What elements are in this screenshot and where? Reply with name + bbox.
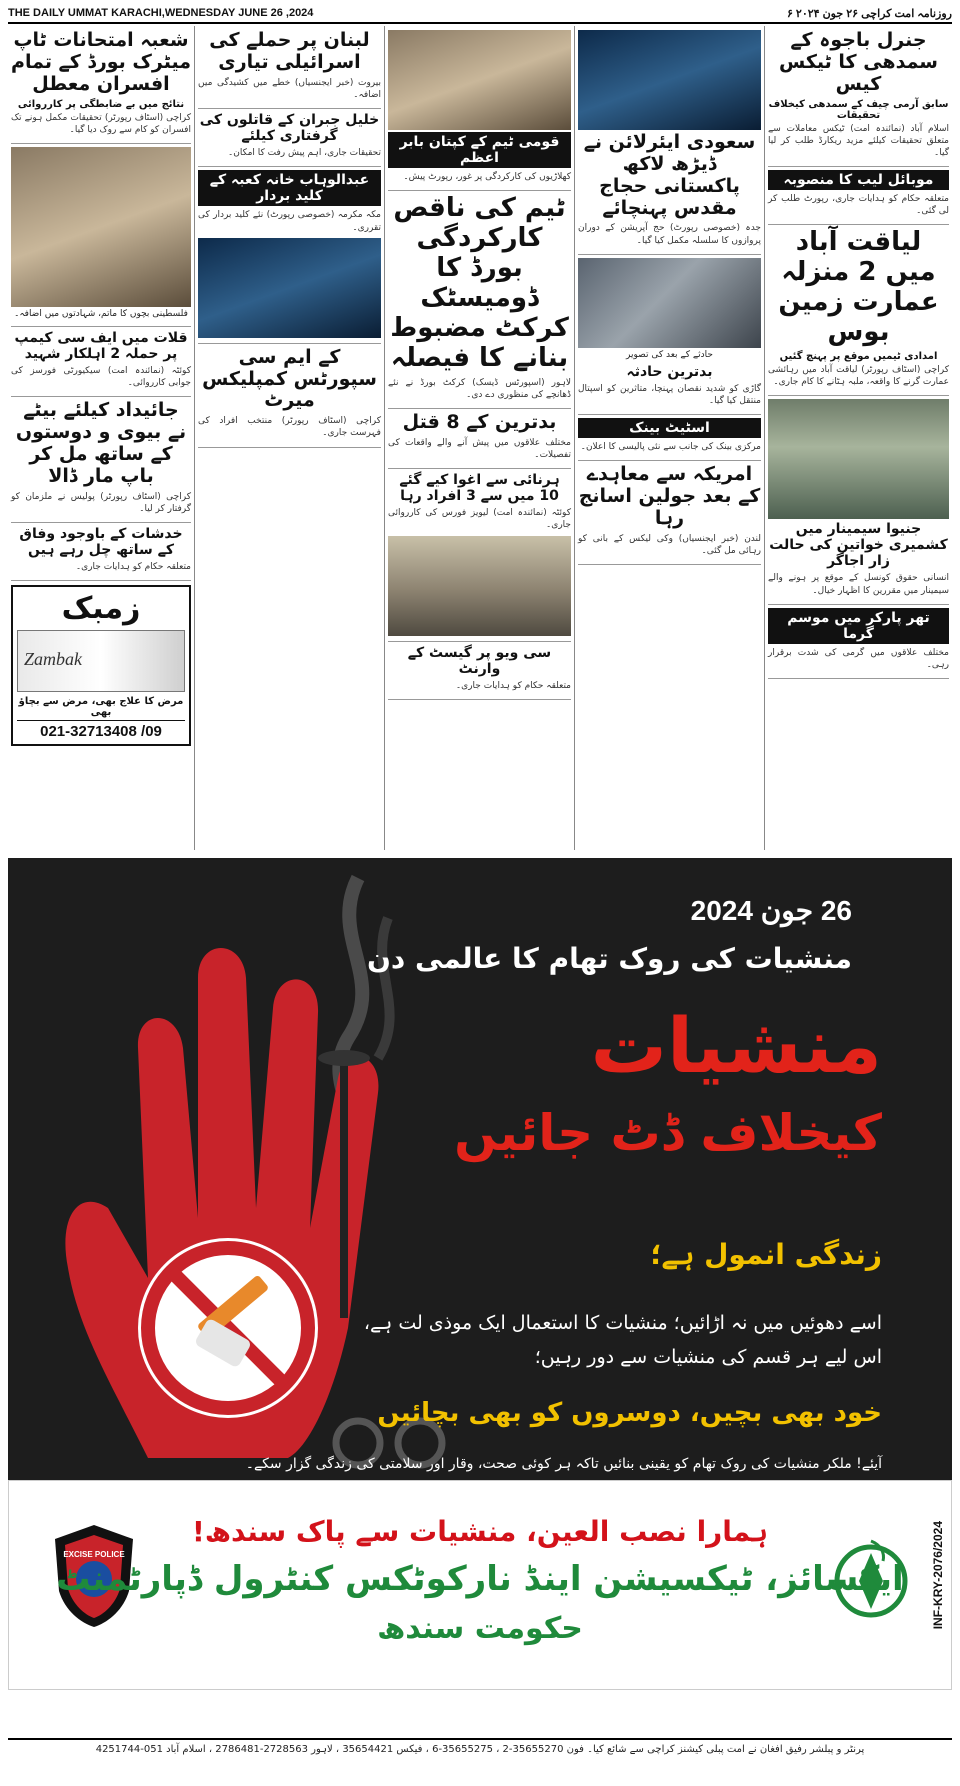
story-text: کراچی (اسٹاف رپورٹر) پولیس نے ملزمان کو گرفتار کر لیا۔ [11, 491, 191, 514]
zambak-phone: 021-32713408 /09 [17, 720, 185, 740]
story-text: مرکزی بینک کی جانب سے نئی پالیسی کا اعلان۔ [580, 442, 761, 453]
headline: خلیل جبران کے قاتلوں کی گرفتاری کیلئے [199, 111, 380, 145]
story-mobile-lab[interactable] [768, 170, 949, 225]
story-text: متعلقہ حکام کو ہدایات جاری۔ [455, 680, 571, 691]
accident-photo [578, 258, 761, 348]
story-text: کراچی (اسٹاف رپورٹر) تحقیقات مکمل ہونے تک افسران کو کام سے روک دیا گیا۔ [11, 112, 191, 135]
headline: لبنان پر حملے کی اسرائیلی تیاری [209, 29, 370, 73]
hookah-icon [340, 1058, 348, 1318]
story-text: مختلف علاقوں میں گرمی کی شدت برقرار رہی۔ [768, 647, 949, 671]
footer-department: ایکسائز، ٹیکسیشن اینڈ نارکوٹکس کنٹرول ڈپارٹمنٹ [56, 1559, 904, 1599]
story-text: گاڑی کو شدید نقصان پہنچا، متاثرین کو اسپتال منتقل کیا گیا۔ [578, 383, 761, 406]
ad-main-subtitle: کیخلاف ڈٹ جائیں [454, 1104, 882, 1162]
ad-call-to-action: آیئے! ملکر منشیات کی روک تھام کو یقینی بنائیں تاکہ ہر کوئی صحت، وقار اور سلامتی کی زندگی گزار سکے۔ [245, 1456, 882, 1472]
leaders-photo [388, 30, 571, 130]
headline: جنیوا سیمینار میں کشمیری خواتین کی حالت زار اجاگر [769, 521, 948, 570]
story-text: کھلاڑیوں کی کارکردگی پر غور، رپورٹ پیش۔ [403, 172, 571, 183]
subheadline: سابق آرمی چیف کے سمدھی کیخلاف تحقیقات [768, 98, 949, 121]
story-federation[interactable] [11, 526, 191, 581]
story-assange[interactable] [578, 464, 761, 565]
story-cricket-board[interactable] [388, 194, 571, 409]
news-column-4 [194, 26, 384, 850]
government-footer [8, 1480, 952, 1690]
story-text: مکہ مکرمہ (خصوصی رپورٹ) نئے کلید بردار کی تقرری۔ [198, 210, 381, 233]
headline: موبائل لیب کا منصوبہ [768, 170, 949, 190]
story-property-murder[interactable] [11, 400, 191, 523]
headline: ہرنائی سے اغوا کیے گئے 10 میں سے 3 افراد رہا [399, 472, 560, 505]
geneva-seminar-photo [768, 399, 949, 519]
zambak-brand: زمبک [61, 591, 141, 627]
story-text: لاہور (اسپورٹس ڈیسک) کرکٹ بورڈ نے نئے ڈھانچے کی منظوری دے دی۔ [388, 377, 571, 400]
headline: اسٹیٹ بینک [578, 418, 761, 438]
story-babar[interactable] [388, 132, 571, 191]
ad-date: 26 جون 2024 [690, 895, 852, 926]
story-text: مختلف علاقوں میں پیش آنے والے واقعات کی تفصیلات۔ [388, 437, 571, 460]
ad-main-title: منشیات [590, 1001, 882, 1090]
headline: قلات میں ایف سی کیمپ پر حملہ 2 اہلکار شہید [14, 329, 188, 362]
headline: امریکہ سے معاہدے کے بعد جولین اسانج رہا [578, 463, 761, 529]
rally-photo [578, 30, 761, 130]
story-text: لندن (خبر ایجنسیاں) وکی لیکس کے بانی کو رہائی مل گئی۔ [578, 533, 761, 556]
story-saudi-airline[interactable] [578, 132, 761, 255]
photo-caption: فلسطینی بچوں کا ماتم، شہادتوں میں اضافہ۔ [14, 308, 188, 319]
masthead [8, 4, 952, 24]
masthead-urdu: ۶ روزنامہ امت کراچی ۲۶ جون ۲۰۲۴ [786, 7, 952, 20]
publisher-imprint: پرنٹر و پبلشر رفیق افغان نے امت پبلی کیشنز کراچی سے شائع کیا۔ فون 35655270-2 ، 35655275-6 ، فیکس 35654421 ، لاہور 2728563-2786481 ، اسلام آباد 051-4251744 [8, 1738, 952, 1778]
story-text: اسلام آباد (نمائندہ امت) ٹیکس معاملات سے متعلق تحقیقات کیلئے مزید ریکارڈ طلب کر لیا گیا۔ [768, 123, 949, 158]
news-column-5 [8, 26, 194, 850]
ad-message-line-1: اسے دھوئیں میں نہ اڑائیں؛ منشیات کا استعمال ایک موذی لت ہے، [363, 1312, 882, 1334]
cricketers-photo [198, 238, 381, 338]
headline: جائیداد کیلئے بیٹے نے بیوی و دوستوں کے ساتھ مل کر باپ مار ڈالا [15, 399, 187, 487]
headline: سعودی ایئرلائن نے ڈیڑھ لاکھ پاکستانی حجاج مقدس پہنچائے [583, 131, 756, 219]
story-text: کراچی (اسٹاف رپورٹر) لیاقت آباد میں رہائشی عمارت گرنے کا واقعہ، ملبہ ہٹانے کا کام جاری۔ [768, 364, 949, 388]
news-section [8, 26, 952, 850]
headline: عبدالوہاب خانہ کعبہ کے کلید بردار [198, 170, 381, 206]
news-column-1 [764, 26, 952, 850]
ad-life-slogan: زندگی انمول ہے؛ [650, 1238, 882, 1271]
story-text: کراچی (اسٹاف رپورٹر) منتخب افراد کی فہرست جاری۔ [198, 416, 381, 439]
photo-caption: حادثے کے بعد کی تصویر [626, 349, 713, 360]
ad-save-slogan: خود بھی بچیں، دوسروں کو بھی بچائیں [377, 1398, 882, 1428]
subheadline: نتائج میں بے ضابطگی پر کارروائی [17, 98, 185, 110]
story-accident[interactable] [578, 258, 761, 415]
headline: بدترین حادثہ [626, 363, 713, 380]
story-text: متعلقہ حکام کو ہدایات جاری، رپورٹ طلب کر لی گئی۔ [768, 194, 949, 217]
story-bajwa[interactable] [768, 30, 949, 167]
headline: تھر پارکر میں موسم گرما [768, 608, 949, 644]
masthead-english: THE DAILY UMMAT KARACHI,WEDNESDAY JUNE 26 ,2024 [8, 7, 314, 19]
story-tharparkar[interactable] [768, 608, 949, 679]
story-kmc-sports[interactable] [198, 347, 381, 448]
story-text: انسانی حقوق کونسل کے موقع پر ہونے والے سیمینار میں مقررین کا اظہار خیال۔ [768, 573, 949, 596]
headline: شعبہ امتحانات ٹاپ میٹرک بورڈ کے تمام افسران معطل [11, 29, 191, 95]
anti-drug-advertisement [8, 858, 952, 1480]
story-gaza[interactable] [11, 147, 191, 327]
story-harnai[interactable] [388, 472, 571, 641]
zambak-logo: Zambak [24, 649, 82, 670]
story-kaaba[interactable] [198, 170, 381, 343]
gaza-mourning-photo [11, 147, 191, 307]
story-khalil-jibran[interactable] [198, 112, 381, 167]
news-column-2 [574, 26, 764, 850]
story-lebanon[interactable] [198, 30, 381, 109]
headline: خدشات کے باوجود وفاق کے ساتھ چل رہے ہیں [19, 525, 183, 559]
headline: ٹیم کی ناقص کارکردگی بورڈ کا ڈومیسٹک کرکٹ مضبوط بنانے کا فیصلہ [390, 193, 569, 373]
story-geneva[interactable] [768, 399, 949, 605]
zambak-tube-image [17, 630, 185, 692]
ad-message-line-2: اس لیے ہر قسم کی منشیات سے دور رہیں؛ [534, 1346, 882, 1368]
story-liaquatabad[interactable] [768, 228, 949, 396]
footer-ad-code: INF-KRY-2076/2024 [931, 1521, 945, 1630]
news-column-3 [384, 26, 574, 850]
subheadline: امدادی ٹیمیں موقع پر پہنچ گئیں [779, 350, 938, 362]
ad-day-title: منشیات کی روک تھام کا عالمی دن [367, 942, 852, 975]
footer-government: حکومت سندھ [377, 1611, 583, 1646]
story-text: تحقیقات جاری، اہم پیش رفت کا امکان۔ [227, 148, 381, 159]
zambak-advertisement[interactable] [11, 585, 191, 746]
story-state-bank[interactable] [578, 418, 761, 461]
meeting-photo [388, 536, 571, 636]
headline: جنرل باجوہ کے سمدھی کا ٹیکس کیس [778, 29, 938, 95]
story-matric-board[interactable] [11, 30, 191, 144]
story-text: بیروت (خبر ایجنسیاں) خطے میں کشیدگی میں اضافہ۔ [198, 77, 381, 100]
story-text: کوئٹہ (نمائندہ امت) سیکیورٹی فورسز کی جوابی کارروائی۔ [11, 366, 191, 389]
headline: لیاقت آباد میں 2 منزلہ عمارت زمین بوس [778, 227, 939, 347]
story-8-killed[interactable] [388, 412, 571, 469]
headline: سی ویو پر گیسٹ کے وارنٹ [407, 644, 552, 677]
headline: بدترین کے 8 قتل [402, 410, 557, 433]
story-seaview[interactable] [388, 645, 571, 700]
zambak-tagline: مرض کا علاج بھی، مرض سے بچاؤ بھی [18, 696, 184, 719]
footer-motto: ہمارا نصب العین، منشیات سے پاک سندھ! [192, 1515, 768, 1548]
story-text: کوئٹہ (نمائندہ امت) لیویز فورس کی کارروائی جاری۔ [388, 508, 571, 531]
story-text: جدہ (خصوصی رپورٹ) حج آپریشن کے دوران پروازوں کا سلسلہ مکمل کیا گیا۔ [578, 223, 761, 246]
headline: کے ایم سی سپورٹس کمپلیکس میرٹ [202, 345, 377, 412]
headline: قومی ٹیم کے کپتان بابر اعظم [388, 132, 571, 168]
story-text: متعلقہ حکام کو ہدایات جاری۔ [75, 562, 191, 573]
story-qalat[interactable] [11, 330, 191, 397]
badge-text: EXCISE POLICE [63, 1550, 125, 1559]
